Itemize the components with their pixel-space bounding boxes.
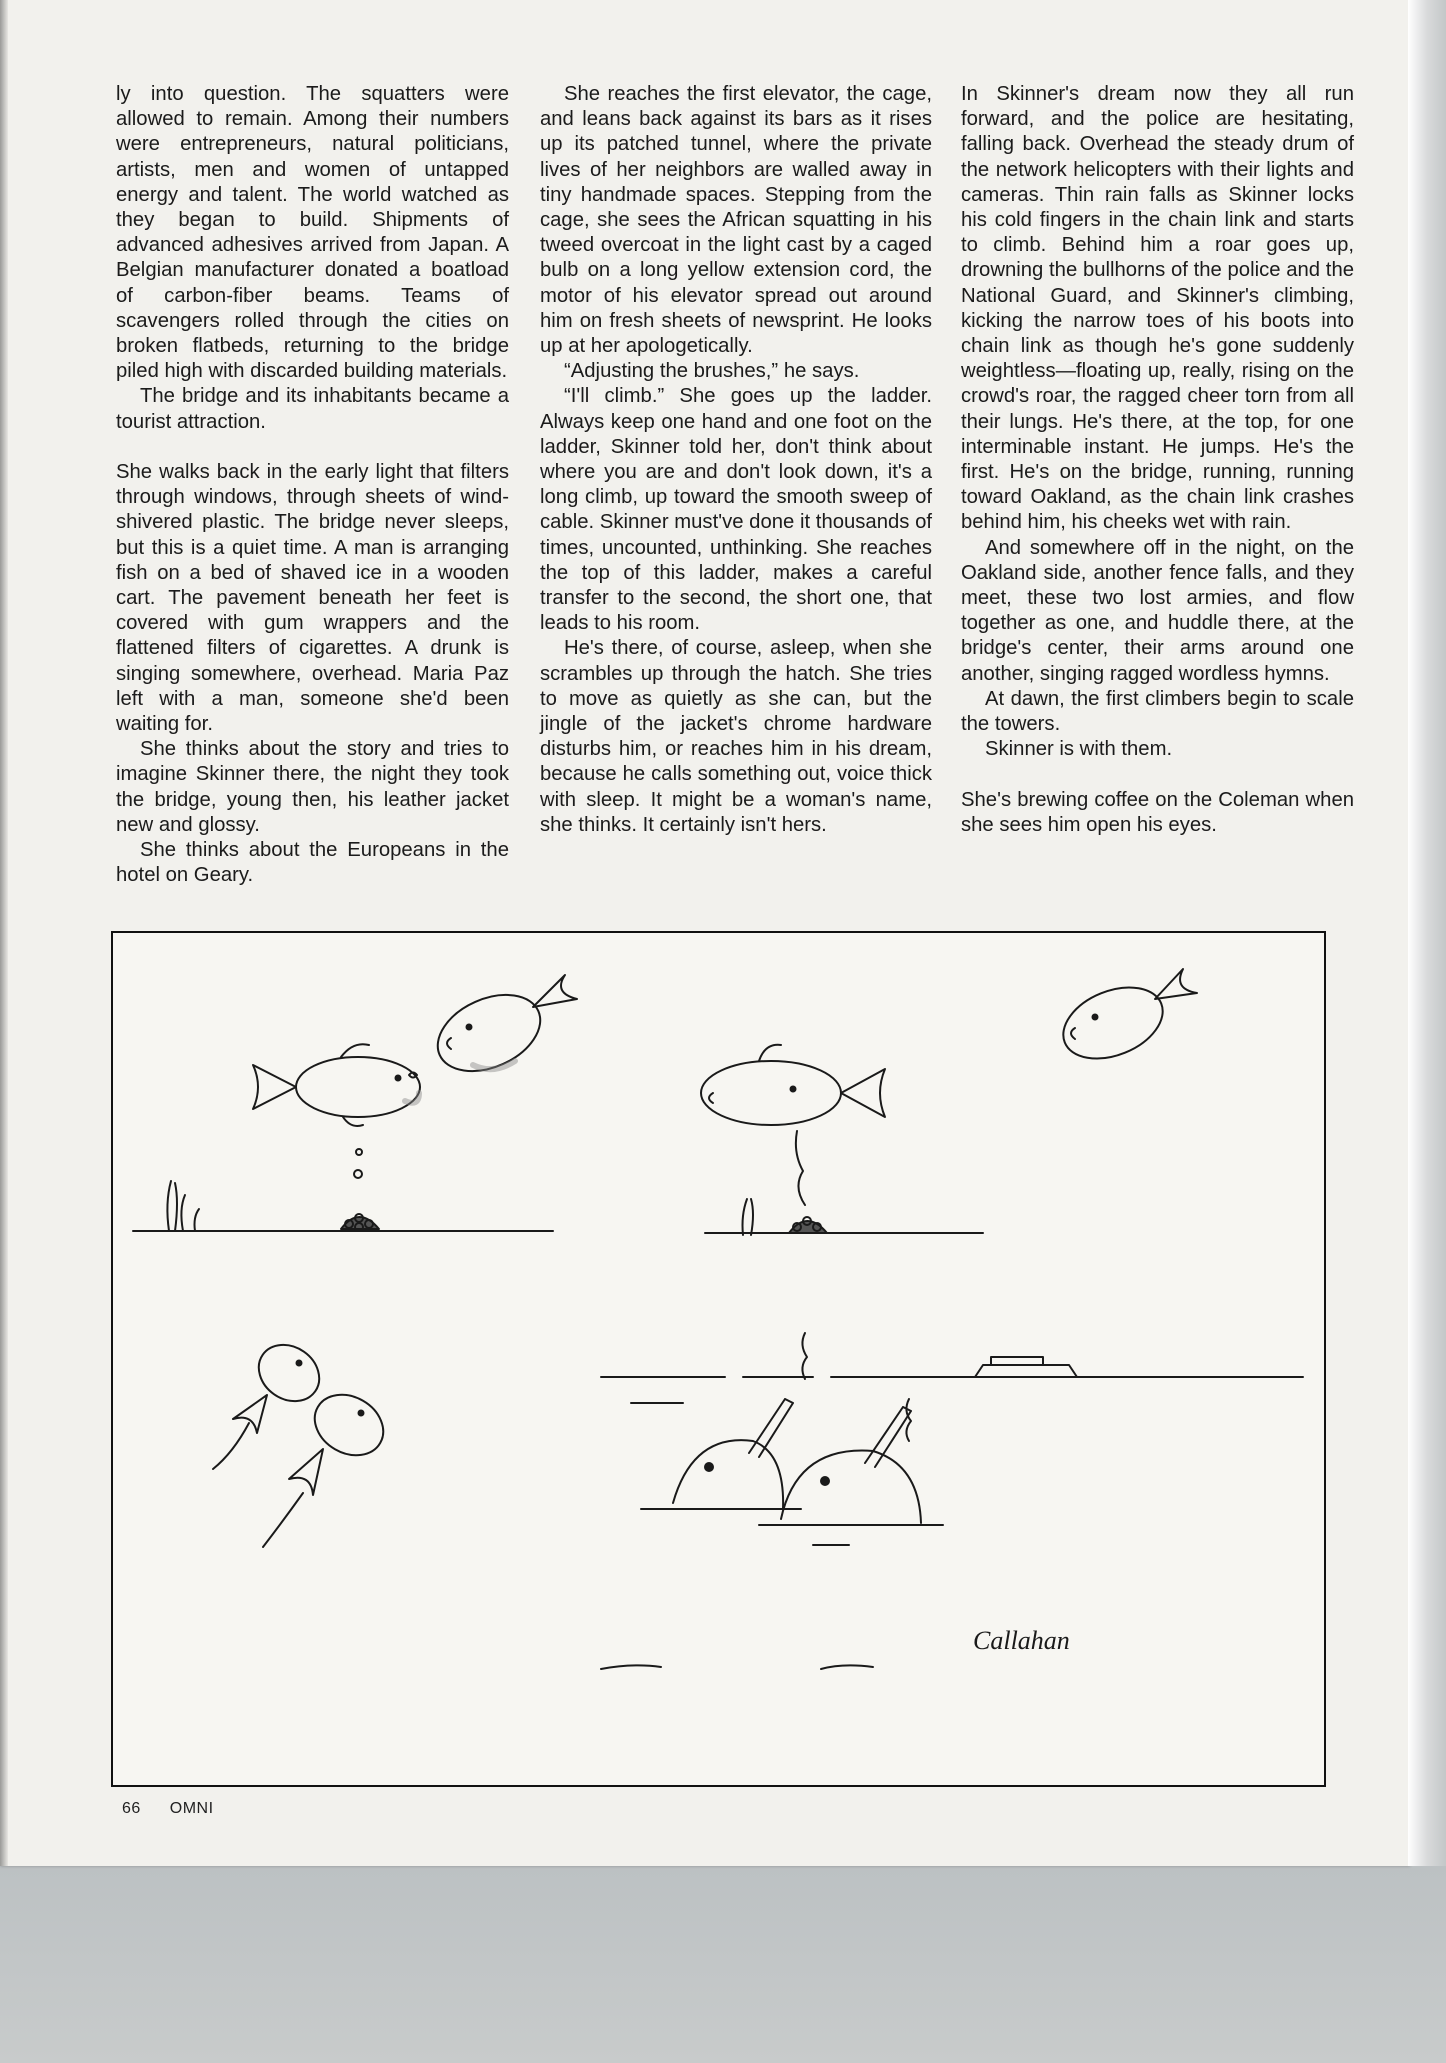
paragraph: ly into question. The squatters were allowed to remain. Among their numbers were entrepreneurs, natural politicians, artists, men and women of untapped energy and talent. The world watched as they began to build. Shipments of advanced adhesives arrived from Japan. A Belgian manufacturer donated a boatload of carbon-fiber beams. Teams of scavengers rolled through the cities on broken flatbeds, returning to the bridge piled high with discarded building materials. [116,83,509,383]
magazine-name: OMNI [169,1800,214,1817]
section-break [116,435,509,460]
fish-female-right [1053,969,1197,1072]
paragraph: “Adjusting the brushes,” he says. [564,360,860,383]
paragraph: Skinner is with them. [985,738,1173,761]
smoke-trail [796,1131,805,1205]
fish-male-left [253,1044,420,1126]
squiggle [601,1665,661,1669]
fish-jumping-lower [263,1383,394,1547]
text-column-2 [540,82,932,838]
cartoon-signature: Callahan [973,1626,1070,1655]
paragraph: He's there, of course, asleep, when she scrambles up through the hatch. She tries to move as quietly as she can, but the jingle of the jacket's chrome hardware disturbs him, or reaches him in his dream, because he calls something out, voice thick with sleep. It might be a woman's name, she thinks. It certainly isn't hers. [540,637,932,836]
paragraph: “I'll climb.” She goes up the ladder. Always keep one hand and one foot on the ladder, Skinner told her, don't think about where you are and don't look down, it's a long climb, up toward the smooth sweep of cable. Skinner must've done it thousands of times, uncounted, unthinking. She reaches the top of this ladder, makes a careful transfer to the second, the short one, that leads to his room. [540,385,932,635]
cartoon-panel [111,931,1326,1787]
text-column-3 [961,82,1354,838]
egg-pile-right [789,1217,827,1233]
scan-background [0,1866,1446,2063]
seaweed-left [167,1181,199,1231]
paragraph: The bridge and its inhabitants became a tourist attraction. [116,385,509,433]
paragraph: And somewhere off in the night, on the Oakland side, another fence falls, and they meet, these two lost armies, and flow together as one, and huddle there, at the bridge's center, their arms around one another, singing ragged wordless hymns. [961,536,1354,685]
ship [975,1365,1077,1377]
page-spine-shadow [0,0,8,1866]
page-footer [122,1800,238,1818]
fish-female-left [426,975,577,1086]
paragraph: She thinks about the story and tries to imagine Skinner there, the night they took the bridge, young then, his leather jacket new and glossy. [116,738,509,836]
section-break [961,762,1354,787]
page-number: 66 [122,1800,141,1817]
paragraph: She reaches the first elevator, the cage, and leans back against its bars as it rises up its patched tunnel, where the private lives of her neighbors are walled away in tiny handmade spaces. Stepping from the cage, she sees the African squatting in his tweed overcoat in the light cast by a caged bulb on a long yellow extension cord, the motor of his elevator spread out around him on fresh sheets of newsprint. He looks up at her apologetically. [540,83,932,358]
text-column-1 [116,82,509,888]
paragraph: She walks back in the early light that filters through windows, through sheets of wind-shivered plastic. The bridge never sleeps, but this is a quiet time. A man is arranging fish on a bed of shaved ice in a wooden cart. The pavement beneath her feet is covered with gum wrappers and the flattened filters of cigarettes. A drunk is singing somewhere, overhead. Maria Paz left with a man, someone she'd been waiting for. [116,461,509,736]
submarine-right [759,1407,943,1545]
cartoon-drawing [113,933,1324,1785]
fish-jumping-upper [213,1333,330,1469]
paragraph: She thinks about the Europeans in the hotel on Geary. [116,839,509,887]
fish-male-right [701,1045,885,1125]
egg-pile-left [341,1214,379,1231]
submarine-left [641,1399,801,1509]
next-page-edge [1408,0,1446,1866]
paragraph: She's brewing coffee on the Coleman when she sees him open his eyes. [961,788,1354,836]
paragraph: In Skinner's dream now they all run forward, and the police are hesitating, falling back. Overhead the steady drum of the network helicopters with their lights and cameras. Thin rain falls as Skinner locks his cold fingers in the chain link and starts to climb. Behind him a roar goes up, drowning the bullhorns of the police and the National Guard, and Skinner's climbing, kicking the narrow toes of his boots into chain link as though he's gone suddenly weightless—floating up, really, rising on the crowd's roar, the ragged cheer torn from all their lungs. He's there, at the top, for one interminable instant. He jumps. He's the first. He's on the bridge, running, running toward Oakland, as the chain link crashes behind him, his cheeks wet with rain. [961,83,1354,534]
paragraph: At dawn, the first climbers begin to scale the towers. [961,687,1354,736]
seaweed-right [743,1199,754,1235]
periscope-wake [802,1333,807,1379]
